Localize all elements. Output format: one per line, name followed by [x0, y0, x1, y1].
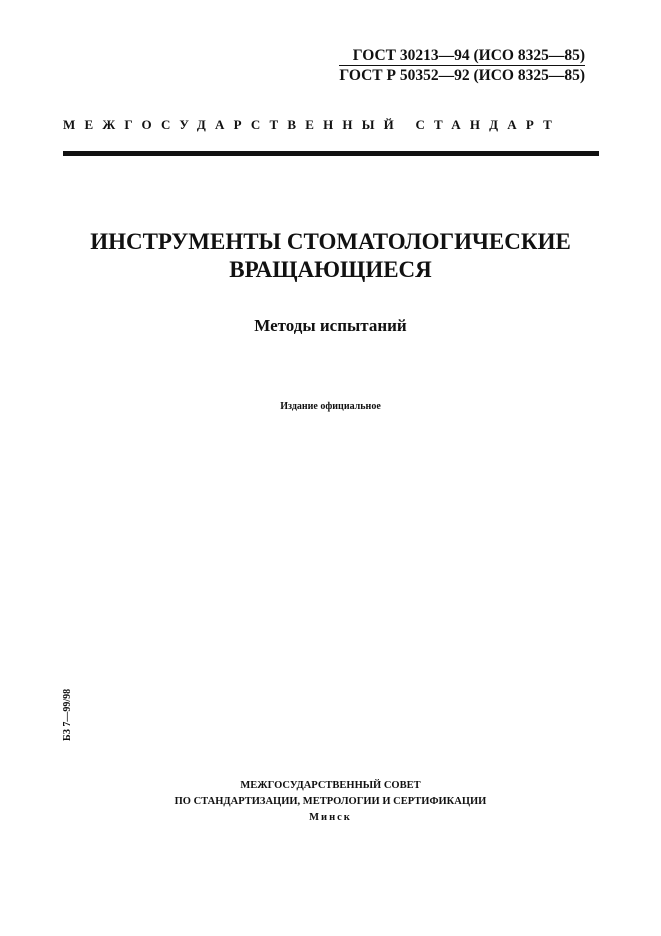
gost-number-primary: ГОСТ 30213—94 (ИСО 8325—85) [339, 46, 585, 66]
document-subtitle: Методы испытаний [254, 316, 407, 335]
standard-type-heading: МЕЖГОСУДАРСТВЕННЫЙ СТАНДАРТ [63, 117, 562, 132]
gost-number-secondary: ГОСТ Р 50352—92 (ИСО 8325—85) [339, 67, 585, 84]
header-divider [63, 151, 599, 156]
document-title-line-1: ИНСТРУМЕНТЫ СТОМАТОЛОГИЧЕСКИЕ [90, 229, 571, 254]
publisher-line-1: МЕЖГОСУДАРСТВЕННЫЙ СОВЕТ [240, 780, 421, 791]
side-catalog-code: БЗ 7—99/98 [62, 688, 73, 741]
gost-designations [339, 46, 585, 85]
edition-note: Издание официальное [280, 401, 381, 412]
document-title-line-2: ВРАЩАЮЩИЕСЯ [229, 257, 432, 282]
publisher-line-2: ПО СТАНДАРТИЗАЦИИ, МЕТРОЛОГИИ И СЕРТИФИКАЦИИ [174, 796, 487, 807]
document-title [0, 228, 661, 284]
publisher-city: Минск [309, 812, 352, 823]
publisher-block [0, 778, 661, 826]
